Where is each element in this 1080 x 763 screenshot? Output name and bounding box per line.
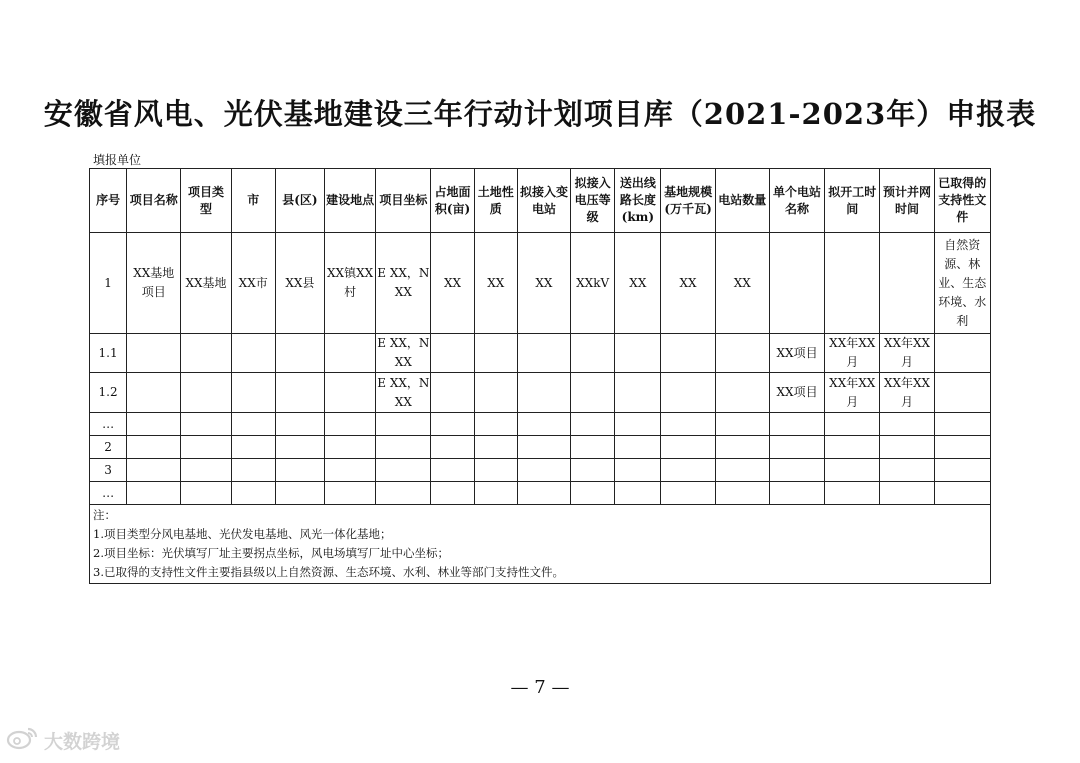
table-cell [661, 436, 715, 459]
table-cell [825, 436, 880, 459]
table-cell [825, 233, 880, 334]
table-cell [615, 373, 661, 413]
table-cell: XX [661, 233, 715, 334]
table-cell [934, 373, 990, 413]
table-header-row [90, 169, 991, 233]
table-row [90, 413, 991, 436]
table-cell: XX基地 [181, 233, 231, 334]
table-cell [376, 459, 431, 482]
table-cell: XX [517, 233, 570, 334]
table-cell: XX [715, 233, 769, 334]
table-cell [615, 482, 661, 505]
col-header: 县(区) [275, 169, 324, 233]
watermark-text: 大数跨境 [44, 731, 121, 753]
table-cell [325, 334, 376, 373]
table-cell [181, 459, 231, 482]
table-cell [275, 436, 324, 459]
table-cell [571, 482, 615, 505]
table-cell [715, 413, 769, 436]
table-row [90, 334, 991, 373]
table-cell [880, 413, 934, 436]
table-cell [181, 482, 231, 505]
table-cell: XX年XX月 [880, 373, 934, 413]
table-cell: E XX，N XX [376, 233, 431, 334]
table-cell: XX县 [275, 233, 324, 334]
table-cell [934, 459, 990, 482]
col-header: 序号 [90, 169, 127, 233]
table-cell: 3 [90, 459, 127, 482]
table-cell [474, 436, 517, 459]
project-table [89, 168, 991, 584]
table-cell [127, 482, 181, 505]
table-cell [431, 482, 474, 505]
table-cell [880, 233, 934, 334]
table-cell [231, 436, 275, 459]
table-cell [431, 413, 474, 436]
table-cell [181, 373, 231, 413]
table-cell [325, 373, 376, 413]
table-cell: XX [474, 233, 517, 334]
table-cell [181, 413, 231, 436]
table-cell [825, 459, 880, 482]
table-cell [934, 482, 990, 505]
table-cell [517, 459, 570, 482]
col-header: 拟接入电压等级 [571, 169, 615, 233]
table-cell [517, 334, 570, 373]
note-line: 3.已取得的支持性文件主要指县级以上自然资源、生态环境、水利、林业等部门支持性文件。 [93, 565, 564, 579]
col-header: 项目坐标 [376, 169, 431, 233]
table-cell [431, 436, 474, 459]
table-cell [571, 334, 615, 373]
table-cell [880, 459, 934, 482]
table-cell [127, 459, 181, 482]
table-cell [715, 459, 769, 482]
page-title: 安徽省风电、光伏基地建设三年行动计划项目库（2021-2023年）申报表 [43, 97, 1037, 131]
table-cell: 1 [90, 233, 127, 334]
table-cell [715, 373, 769, 413]
table-cell [661, 413, 715, 436]
notes-heading: 注： [93, 508, 116, 522]
table-cell [571, 373, 615, 413]
table-cell [474, 482, 517, 505]
table-cell [615, 436, 661, 459]
table-cell [231, 482, 275, 505]
table-cell [376, 413, 431, 436]
table-body [90, 233, 991, 505]
col-header: 占地面积(亩) [431, 169, 474, 233]
col-header: 拟开工时间 [825, 169, 880, 233]
table-cell [275, 373, 324, 413]
table-cell: XX镇XX村 [325, 233, 376, 334]
table-cell [825, 482, 880, 505]
table-cell: XXkV [571, 233, 615, 334]
table-cell [474, 413, 517, 436]
table-cell [715, 436, 769, 459]
table-cell [474, 459, 517, 482]
table-cell: E XX，N XX [376, 334, 431, 373]
table-cell [275, 413, 324, 436]
notes-row [90, 505, 991, 584]
table-cell: … [90, 413, 127, 436]
notes-cell [90, 505, 991, 584]
table-cell [715, 482, 769, 505]
table-cell: XX市 [231, 233, 275, 334]
table-cell [127, 436, 181, 459]
reporting-unit-label: 填报单位 [93, 153, 142, 167]
table-cell [431, 334, 474, 373]
table-cell [181, 436, 231, 459]
table-cell [376, 482, 431, 505]
col-header: 单个电站名称 [769, 169, 824, 233]
table-row [90, 436, 991, 459]
table-cell [325, 413, 376, 436]
weibo-logo-icon [6, 725, 40, 756]
table-cell: E XX，N XX [376, 373, 431, 413]
col-header: 送出线路长度(km) [615, 169, 661, 233]
table-cell [275, 334, 324, 373]
note-line: 2.项目坐标：光伏填写厂址主要拐点坐标，风电场填写厂址中心坐标； [93, 546, 449, 560]
col-header: 土地性质 [474, 169, 517, 233]
col-header: 市 [231, 169, 275, 233]
table-cell [325, 482, 376, 505]
table-cell [275, 482, 324, 505]
table-cell: XX项目 [769, 373, 824, 413]
col-header: 电站数量 [715, 169, 769, 233]
table-row [90, 233, 991, 334]
table-cell [615, 413, 661, 436]
table-cell: XX年XX月 [825, 334, 880, 373]
table-cell [517, 436, 570, 459]
table-cell [127, 334, 181, 373]
table-cell [661, 459, 715, 482]
col-header: 建设地点 [325, 169, 376, 233]
table-cell: 1.2 [90, 373, 127, 413]
col-header: 项目类型 [181, 169, 231, 233]
table-cell [474, 373, 517, 413]
table-cell [231, 373, 275, 413]
table-cell [880, 436, 934, 459]
page-number: — 7 — [510, 677, 570, 698]
col-header: 项目名称 [127, 169, 181, 233]
table-cell [231, 459, 275, 482]
table-cell [661, 334, 715, 373]
table-cell [181, 334, 231, 373]
table-cell: XX [431, 233, 474, 334]
table-cell [769, 233, 824, 334]
col-header: 预计并网时间 [880, 169, 934, 233]
table-cell [769, 413, 824, 436]
table-cell [431, 373, 474, 413]
note-line: 1.项目类型分风电基地、光伏发电基地、风光一体化基地； [93, 527, 392, 541]
table-cell [127, 413, 181, 436]
table-cell [376, 436, 431, 459]
table-cell [325, 436, 376, 459]
col-header: 已取得的支持性文件 [934, 169, 990, 233]
table-cell [661, 373, 715, 413]
table-cell [661, 482, 715, 505]
table-cell [769, 482, 824, 505]
table-cell: … [90, 482, 127, 505]
table-row [90, 482, 991, 505]
table-cell [769, 459, 824, 482]
table-cell: 1.1 [90, 334, 127, 373]
table-cell [571, 436, 615, 459]
table-cell [275, 459, 324, 482]
table-cell [934, 413, 990, 436]
table-cell [934, 334, 990, 373]
table-cell [615, 334, 661, 373]
watermark [6, 725, 120, 756]
table-cell: XX [615, 233, 661, 334]
table-cell [127, 373, 181, 413]
table-cell: XX基地项目 [127, 233, 181, 334]
table-cell [517, 413, 570, 436]
table-cell [615, 459, 661, 482]
col-header: 拟接入变电站 [517, 169, 570, 233]
table-cell [825, 413, 880, 436]
table-cell [517, 373, 570, 413]
table-cell [769, 436, 824, 459]
table-cell: XX项目 [769, 334, 824, 373]
table-cell [325, 459, 376, 482]
col-header: 基地规模(万千瓦) [661, 169, 715, 233]
table-cell [474, 334, 517, 373]
table-cell: 2 [90, 436, 127, 459]
table-cell [571, 413, 615, 436]
table-cell [934, 436, 990, 459]
table-cell [231, 334, 275, 373]
table-cell [715, 334, 769, 373]
table-cell: 自然资源、林业、生态环境、水利 [934, 233, 990, 334]
table-cell [517, 482, 570, 505]
table-cell: XX年XX月 [880, 334, 934, 373]
table-row [90, 373, 991, 413]
table-cell [880, 482, 934, 505]
table-cell [431, 459, 474, 482]
table-cell [231, 413, 275, 436]
table-cell: XX年XX月 [825, 373, 880, 413]
table-row [90, 459, 991, 482]
table-cell [571, 459, 615, 482]
